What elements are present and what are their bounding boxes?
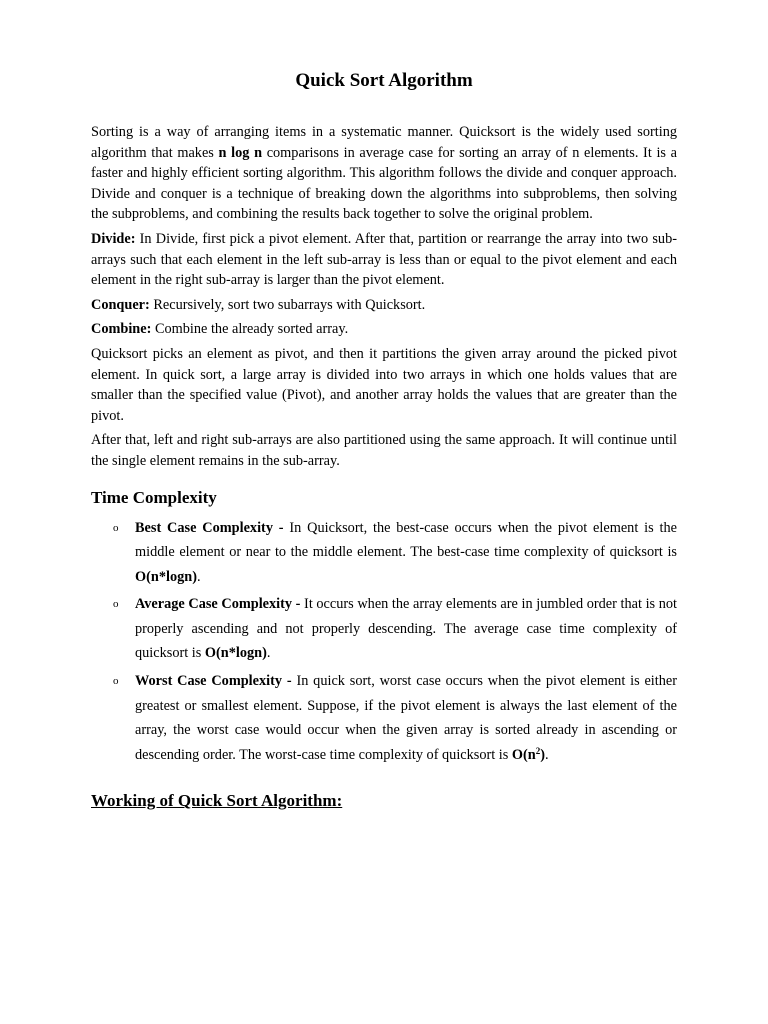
pivot-paragraph: Quicksort picks an element as pivot, and then it partitions the given array around the picked pivot element. In quick sort, a large array is divided into two arrays in which one holds values that are smaller than the specified value (Pivot), and another array holds the values that are greater than the pivot. <box>91 345 677 424</box>
worst-case-value-base: O(n <box>511 746 536 763</box>
combine-text: Combine the already sorted array. <box>151 321 349 338</box>
divide-text: In Divide, first pick a pivot element. After that, partition or rearrange the array into two sub-arrays such that each element in the left sub-array is less than or equal to the pivot element and each element in the right sub-array is larger than the pivot element. <box>91 230 677 289</box>
intro-bold-term: n log n <box>218 144 263 161</box>
best-case-end: . <box>196 568 201 585</box>
bullet-icon: o <box>113 521 119 534</box>
best-case-value: O(n*logn) <box>135 568 197 585</box>
complexity-list <box>91 516 677 768</box>
page-title: Quick Sort Algorithm <box>295 70 473 91</box>
average-case-label: Average Case Complexity - <box>135 596 301 613</box>
list-item-average-case <box>113 592 677 666</box>
best-case-text: In Quicksort, the best-case occurs when the pivot element is the middle element or near to the middle element. The best-case time complexity of quicksort is <box>135 519 677 561</box>
worst-case-value-close: ) <box>540 746 546 763</box>
divide-paragraph <box>91 229 677 291</box>
bullet-icon: o <box>113 598 119 611</box>
worst-case-end: . <box>545 746 549 763</box>
average-case-end: . <box>266 645 271 662</box>
combine-paragraph <box>91 319 677 340</box>
bullet-icon: o <box>113 675 119 688</box>
worst-case-label: Worst Case Complexity - <box>135 673 292 690</box>
combine-label: Combine: <box>91 321 152 338</box>
conquer-label: Conquer: <box>91 296 150 313</box>
time-complexity-heading: Time Complexity <box>91 487 217 507</box>
worst-case-value <box>512 747 545 763</box>
average-case-value: O(n*logn) <box>204 645 267 662</box>
best-case-label: Best Case Complexity - <box>135 519 284 536</box>
list-item-best-case <box>113 516 677 590</box>
intro-text-2: comparisons in average case for sorting an array of n elements. It is a faster and highly efficient sorting algorithm. This algorithm follows the divide and conquer approach. Divide and conquer is a technique of breaking down the algorithms into subproblems, then solving the subproblems, and combining the results back together to solve the original problem. <box>91 144 677 223</box>
intro-paragraph <box>91 122 677 225</box>
intro-text-1: Sorting is a way of arranging items in a systematic manner. Quicksort is the widely used sorting algorithm that makes <box>91 124 677 161</box>
list-item-worst-case <box>113 669 678 767</box>
worst-case-exponent: 2 <box>535 745 541 756</box>
worst-case-text: In quick sort, worst case occurs when the pivot element is either greatest or smallest element. Suppose, if the pivot element is always the last element of the array, the worst case would occur when the given array is sorted already in ascending or descending order. The worst-case time complexity of quicksort is <box>135 673 678 763</box>
conquer-text: Recursively, sort two subarrays with Quicksort. <box>149 296 426 313</box>
working-heading: Working of Quick Sort Algorithm: <box>91 791 343 811</box>
average-case-text: It occurs when the array elements are in jumbled order that is not properly ascending and not properly descending. The average case time complexity of quicksort is <box>135 596 677 662</box>
divide-label: Divide: <box>91 230 136 247</box>
conquer-paragraph <box>91 295 677 316</box>
after-paragraph: After that, left and right sub-arrays are also partitioned using the same approach. It will continue until the single element remains in the sub-array. <box>91 432 677 469</box>
